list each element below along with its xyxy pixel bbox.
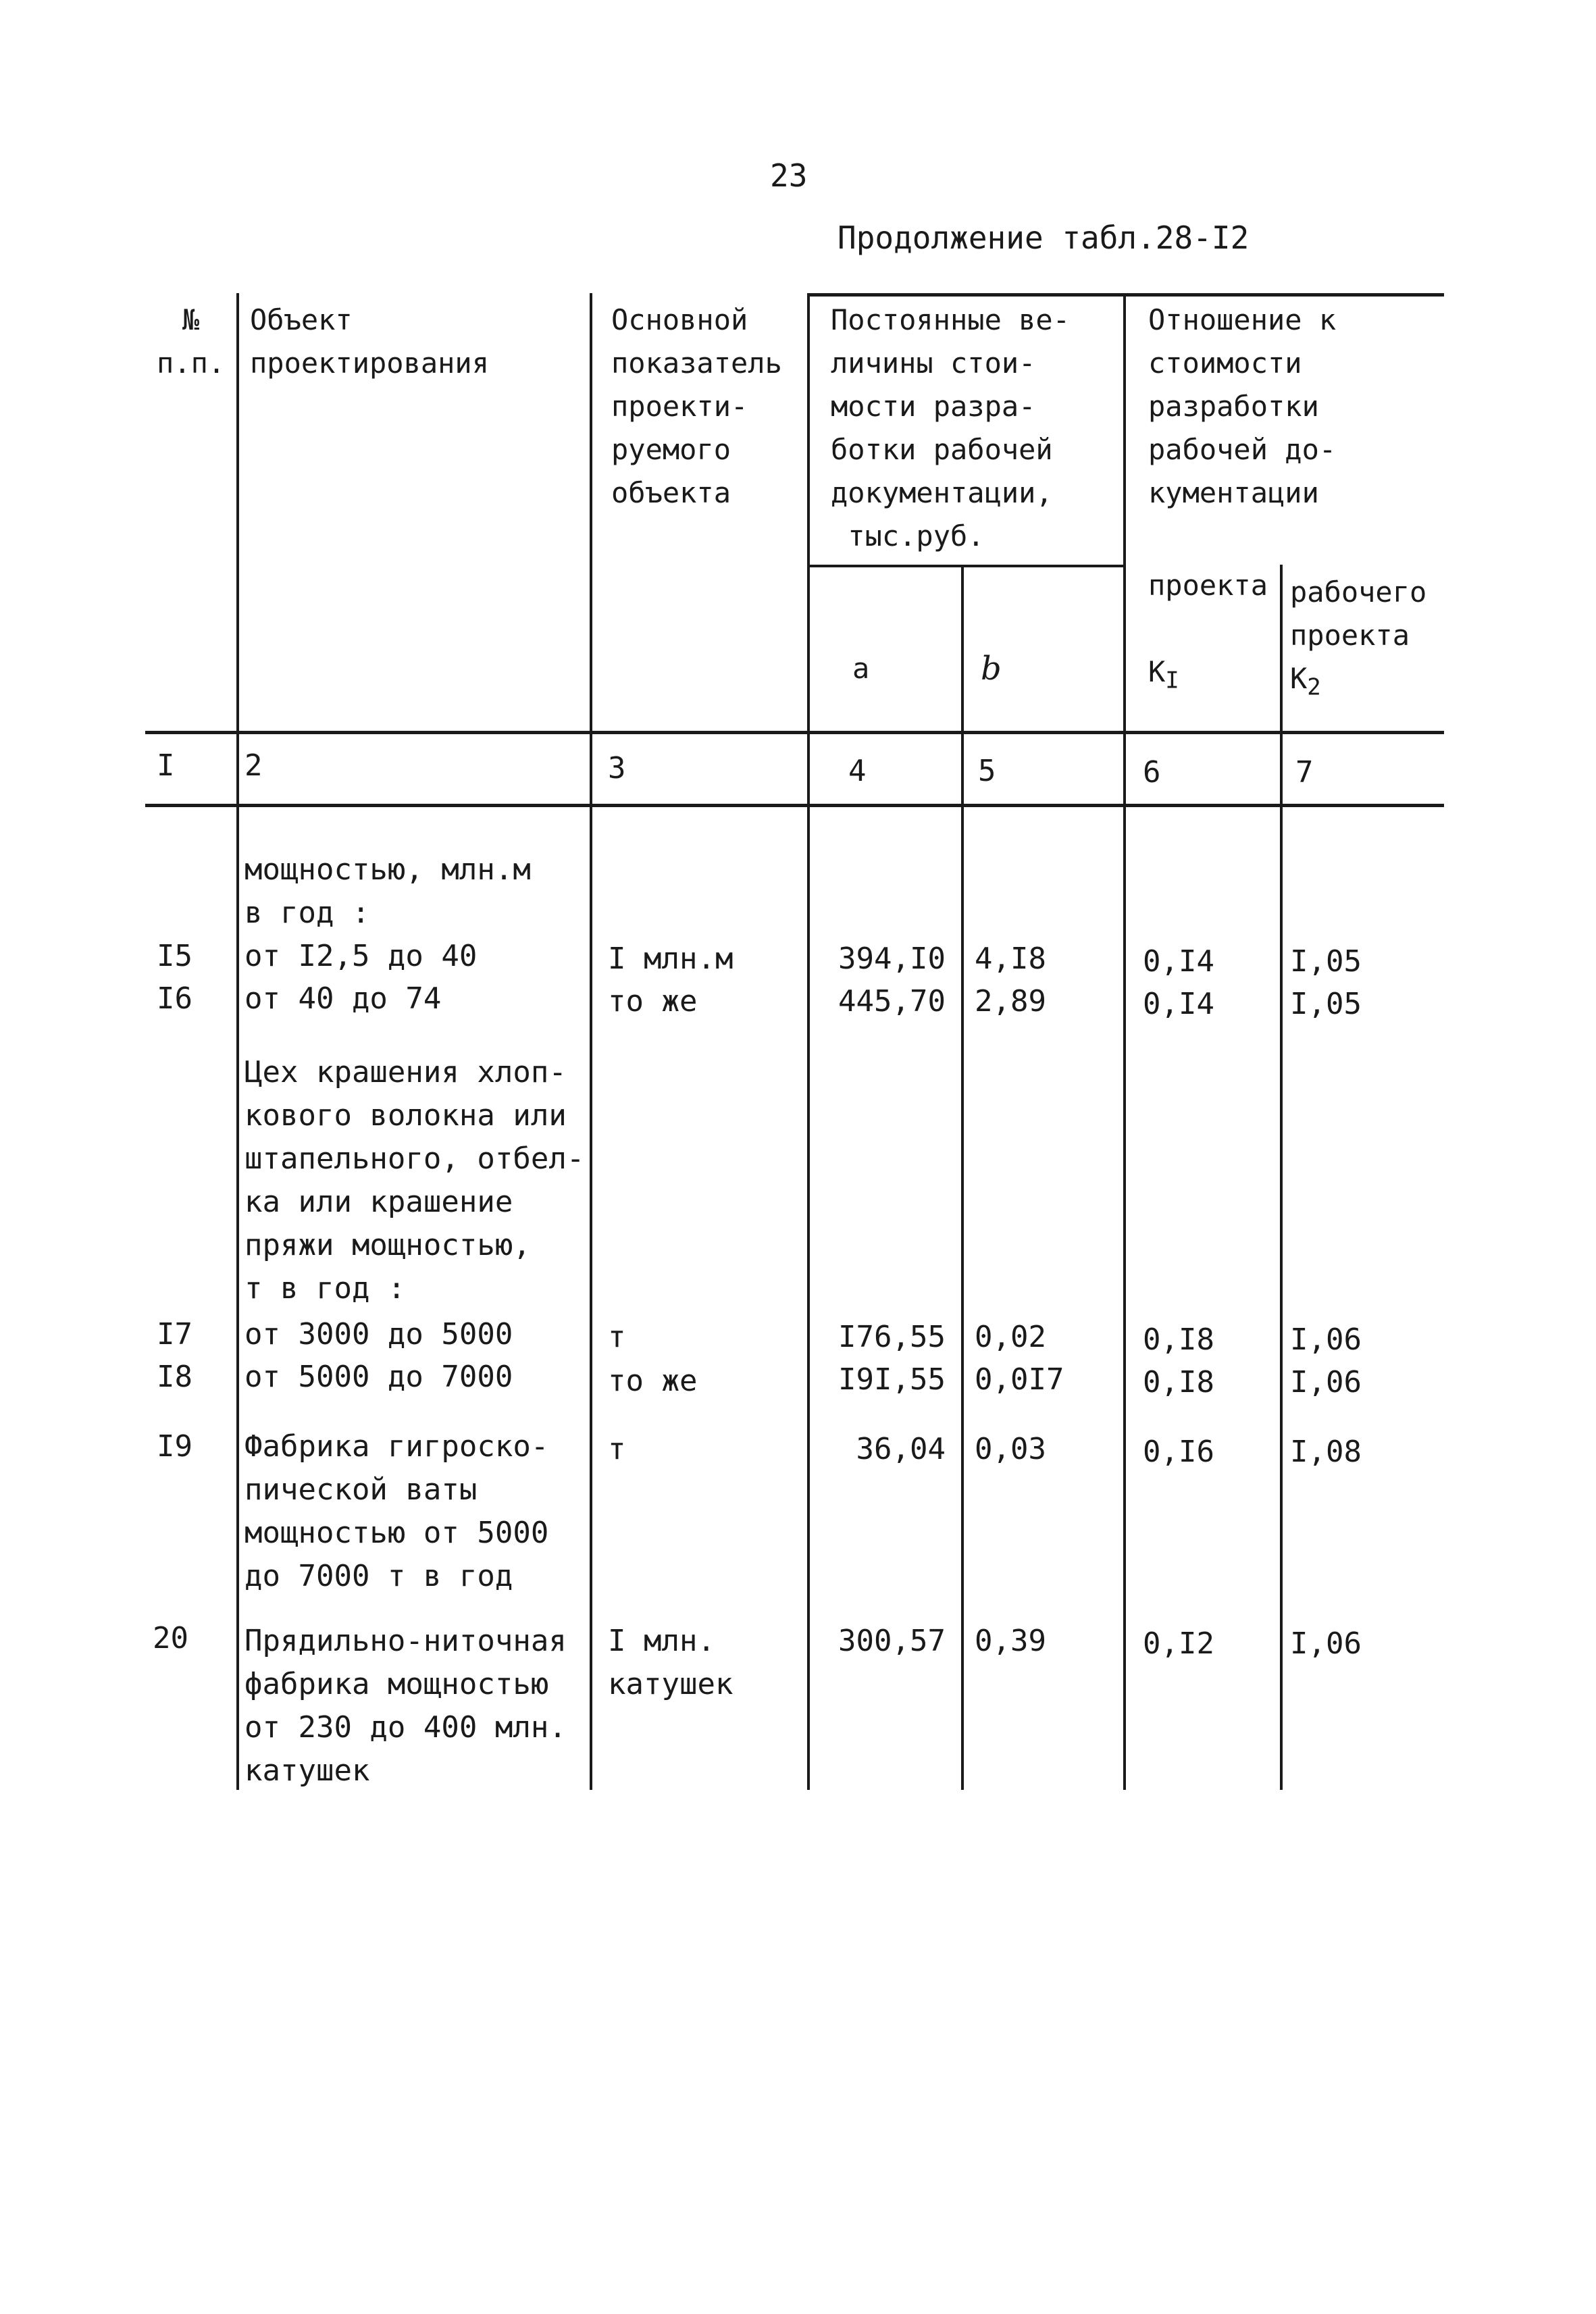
header-col-b: b xyxy=(981,650,1002,688)
row-k2: I,06 xyxy=(1290,1365,1362,1399)
row-indicator: т xyxy=(608,1320,626,1354)
row-object: Прядильно-ниточная фабрика мощностью от 230 до 400 млн. катушек xyxy=(244,1624,567,1788)
subheader-rule xyxy=(807,565,1125,567)
row-number: I8 xyxy=(157,1360,192,1394)
row-number: I9 xyxy=(157,1429,192,1464)
colnum-bottom-rule xyxy=(145,804,1444,807)
colnum-5: 5 xyxy=(978,754,996,788)
colnum-6: 6 xyxy=(1143,755,1161,790)
header-main-indicator: Основной показатель проекти- руемого объекта xyxy=(611,303,782,509)
row-b: 0,02 xyxy=(975,1320,1046,1354)
header-bottom-rule xyxy=(145,731,1444,734)
header-col-a: а xyxy=(852,652,870,685)
header-k2: рабочего проекта $К_2$ xyxy=(1290,575,1427,701)
row-k2: I,05 xyxy=(1290,944,1362,979)
row-k1: 0,I8 xyxy=(1143,1365,1214,1399)
row-a: 36,04 xyxy=(856,1432,946,1466)
row-number: 20 xyxy=(153,1621,188,1655)
col-divider-3 xyxy=(807,293,810,1790)
row-a: 445,70 xyxy=(838,984,946,1019)
header-cost-ratio: Отношение к стоимости разработки рабочей до- кументации xyxy=(1148,303,1337,509)
header-k1: проекта $К_I$ xyxy=(1148,569,1268,694)
row-k1: 0,I8 xyxy=(1143,1322,1214,1357)
col-divider-4 xyxy=(961,565,964,1790)
row-indicator: I млн. катушек xyxy=(608,1624,733,1701)
colnum-3: 3 xyxy=(608,751,626,786)
colnum-2: 2 xyxy=(244,748,263,783)
row-object: от I2,5 до 40 xyxy=(244,939,478,973)
row-k2: I,08 xyxy=(1290,1435,1362,1469)
col-divider-2 xyxy=(590,293,592,1790)
row-a: 300,57 xyxy=(838,1624,946,1658)
row-b: 2,89 xyxy=(975,984,1046,1019)
colnum-1: I xyxy=(157,748,175,783)
group-heading-capacity: мощностью, млн.м в год : xyxy=(244,852,531,930)
row-k1: 0,I6 xyxy=(1143,1435,1214,1469)
col-divider-1 xyxy=(236,293,239,1790)
row-b: 0,03 xyxy=(975,1432,1046,1466)
header-object: Объект проектирования xyxy=(250,303,490,380)
row-k1: 0,I4 xyxy=(1143,944,1214,979)
header-constant-values: Постоянные ве- личины стои- мости разра- ботки рабочей документации, тыс.руб. xyxy=(831,303,1071,552)
row-a: I9I,55 xyxy=(838,1362,946,1397)
row-k2: I,05 xyxy=(1290,987,1362,1021)
row-number: I7 xyxy=(157,1317,192,1352)
page-number: 23 xyxy=(770,157,808,194)
row-k1: 0,I2 xyxy=(1143,1626,1214,1661)
colnum-4: 4 xyxy=(848,754,867,788)
row-a: I76,55 xyxy=(838,1320,946,1354)
row-indicator: то же xyxy=(608,1364,698,1398)
header-row-number: № п.п. xyxy=(157,303,226,380)
row-indicator: I млн.м xyxy=(608,942,733,976)
row-number: I5 xyxy=(157,939,192,973)
table-continuation-title: Продолжение табл.28-I2 xyxy=(838,220,1250,256)
row-k1: 0,I4 xyxy=(1143,987,1214,1021)
col-divider-5 xyxy=(1123,293,1126,1790)
row-b: 4,I8 xyxy=(975,942,1046,976)
row-indicator: то же xyxy=(608,984,698,1019)
row-b: 0,39 xyxy=(975,1624,1046,1658)
row-a: 394,I0 xyxy=(838,942,946,976)
row-object: от 3000 до 5000 xyxy=(244,1317,513,1352)
row-object: от 40 до 74 xyxy=(244,981,442,1016)
row-object: Фабрика гигроско- пической ваты мощностью от 5000 до 7000 т в год xyxy=(244,1429,549,1593)
group-heading-dyeing-shop: Цех крашения хлоп- кового волокна или штапельного, отбел- ка или крашение пряжи мощностью, т в год : xyxy=(244,1055,585,1306)
row-indicator: т xyxy=(608,1432,626,1466)
col-divider-6 xyxy=(1280,565,1283,1790)
row-b: 0,0I7 xyxy=(975,1362,1064,1397)
colnum-7: 7 xyxy=(1295,755,1314,790)
row-k2: I,06 xyxy=(1290,1626,1362,1661)
row-object: от 5000 до 7000 xyxy=(244,1360,513,1394)
row-k2: I,06 xyxy=(1290,1322,1362,1357)
row-number: I6 xyxy=(157,981,192,1016)
